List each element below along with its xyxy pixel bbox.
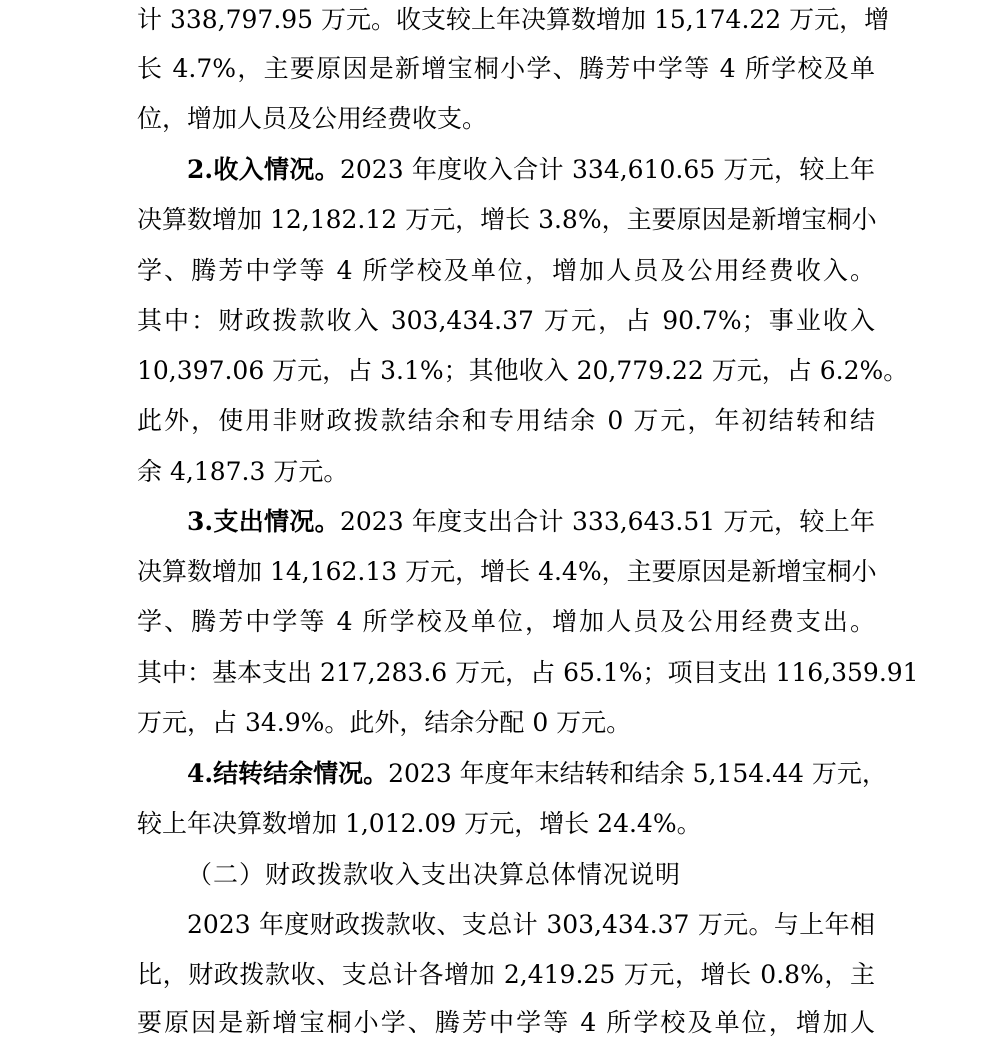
paragraph-line: 其中：财政拨款收入 303,434.37 万元，占 90.7%；事业收入: [137, 306, 875, 335]
carryover-section-line: [187, 754, 887, 794]
paragraph-line: 其中：基本支出 217,283.6 万元，占 65.1%；项目支出 116,359.91: [137, 658, 919, 687]
expense-section-text: 2023 年度支出合计 333,643.51 万元，较上年: [339, 507, 875, 536]
carryover-section-text: 2023 年度年末结转和结余 5,154.44 万元，: [388, 759, 887, 788]
paragraph-line: 余 4,187.3 万元。: [137, 457, 349, 486]
paragraph-line: 计 338,797.95 万元。收支较上年决算数增加 15,174.22 万元，增: [137, 5, 890, 34]
paragraph-line: 2023 年度财政拨款收、支总计 303,434.37 万元。与上年相: [187, 910, 875, 939]
carryover-section-heading: 4.结转结余情况。: [187, 759, 389, 788]
paragraph-line: 较上年决算数增加 1,012.09 万元，增长 24.4%。: [137, 809, 702, 838]
paragraph-line: 比，财政拨款收、支总计各增加 2,419.25 万元，增长 0.8%，主: [137, 960, 875, 989]
paragraph-line: 此外，使用非财政拨款结余和专用结余 0 万元，年初结转和结: [137, 406, 875, 435]
paragraph-line: 决算数增加 14,162.13 万元，增长 4.4%，主要原因是新增宝桐小: [137, 557, 877, 586]
paragraph-line: 长 4.7%，主要原因是新增宝桐小学、腾芳中学等 4 所学校及单: [137, 54, 875, 83]
paragraph-line: 万元，占 34.9%。此外，结余分配 0 万元。: [137, 708, 632, 737]
section-heading: （二）财政拨款收入支出决算总体情况说明: [187, 860, 682, 889]
income-section-heading: 2.收入情况。: [187, 155, 340, 184]
expense-section-heading: 3.支出情况。: [187, 507, 340, 536]
expense-section-line: [187, 502, 875, 542]
income-section-text: 2023 年度收入合计 334,610.65 万元，较上年: [339, 155, 875, 184]
income-section-line: [187, 150, 875, 190]
paragraph-line: 学、腾芳中学等 4 所学校及单位，增加人员及公用经费支出。: [137, 607, 875, 636]
paragraph-line: 要原因是新增宝桐小学、腾芳中学等 4 所学校及单位，增加人: [137, 1008, 875, 1037]
paragraph-line: 学、腾芳中学等 4 所学校及单位，增加人员及公用经费收入。: [137, 256, 875, 285]
paragraph-line: 决算数增加 12,182.12 万元，增长 3.8%，主要原因是新增宝桐小: [137, 205, 877, 234]
paragraph-line: 10,397.06 万元，占 3.1%；其他收入 20,779.22 万元，占 6.2%。: [137, 356, 909, 385]
paragraph-line: 位，增加人员及公用经费收支。: [137, 104, 488, 133]
